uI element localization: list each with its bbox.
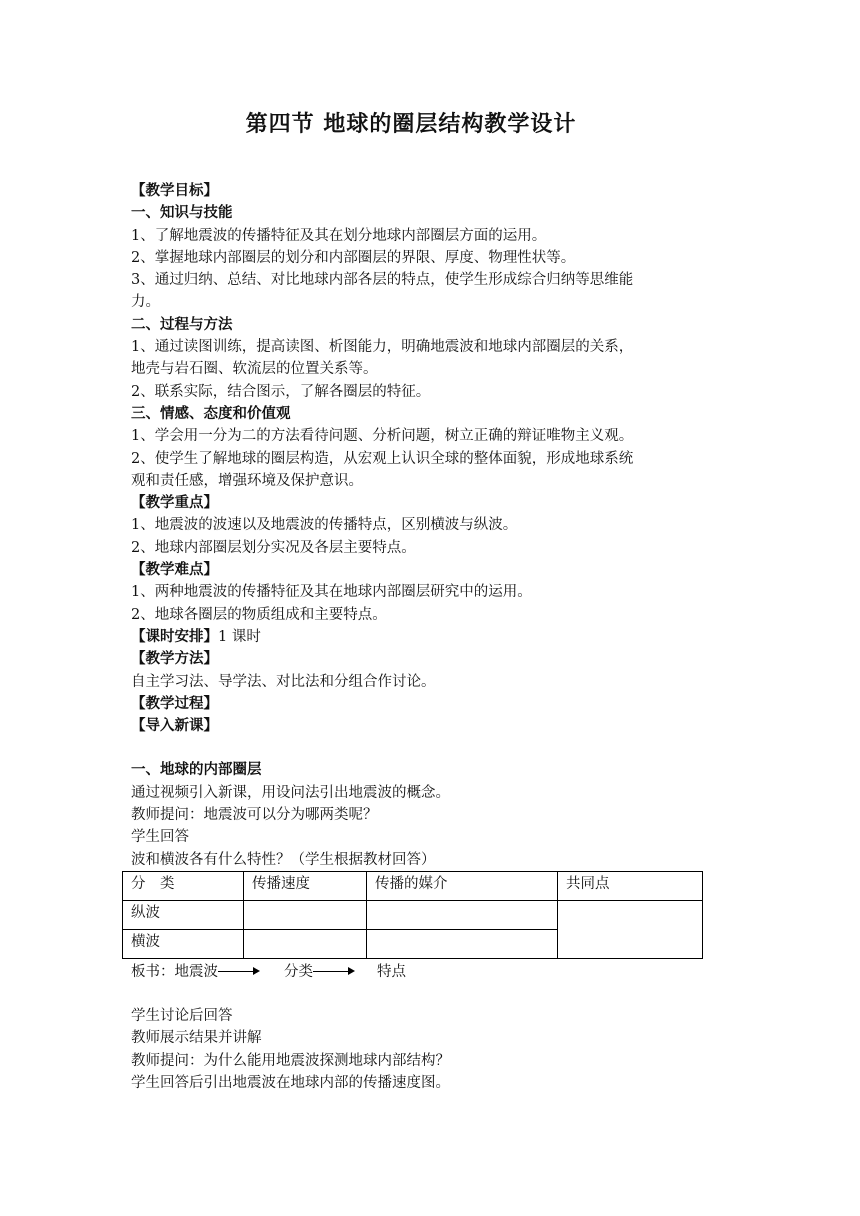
after-line: 学生讨论后回答 (131, 1007, 233, 1024)
arrow-icon (218, 971, 258, 972)
table-row-label: 横波 (123, 929, 244, 958)
table-cell-merged (558, 900, 703, 958)
knowledge-item: 3、通过归纳、总结、对比地球内部各层的特点，使学生形成综合归纳等思维能 (131, 272, 634, 289)
board-mid: 分类 (284, 963, 313, 980)
methods-heading: 【教学方法】 (131, 651, 218, 668)
table-header-cell: 传播速度 (244, 871, 367, 900)
process-item: 2、联系实际，结合图示，了解各圈层的特征。 (131, 383, 431, 400)
seismic-wave-table (122, 871, 703, 959)
difficulty-item: 2、地球各圈层的物质组成和主要特点。 (131, 606, 387, 623)
board-writing (131, 961, 731, 983)
process-section-heading: 【教学过程】 (131, 695, 218, 712)
key-point-item: 1、地震波的波速以及地震波的传播特点，区别横波与纵波。 (131, 517, 518, 534)
schedule-heading: 【课时安排】 (131, 628, 218, 645)
after-line: 教师展示结果并讲解 (131, 1030, 262, 1047)
attitude-heading: 三、情感、态度和价值观 (131, 405, 291, 422)
knowledge-item: 力。 (131, 294, 160, 311)
spacer (131, 983, 731, 1005)
difficulty-item: 1、两种地震波的传播特征及其在地球内部圈层研究中的运用。 (131, 584, 532, 601)
after-line: 学生回答后引出地震波在地球内部的传播速度图。 (131, 1074, 450, 1091)
table-row-label: 纵波 (123, 900, 244, 929)
board-label: 板书：地震波 (131, 963, 218, 980)
document-title: 第四节 地球的圈层结构教学设计 (245, 112, 577, 137)
knowledge-item: 2、掌握地球内部圈层的划分和内部圈层的界限、厚度、物理性状等。 (131, 249, 576, 266)
document-page (131, 110, 731, 1094)
section1-line: 教师提问：地震波可以分为哪两类呢？ (131, 807, 378, 824)
table-cell (244, 900, 367, 929)
knowledge-item: 1、了解地震波的传播特征及其在划分地球内部圈层方面的运用。 (131, 227, 547, 244)
table-header-cell: 共同点 (558, 871, 703, 900)
section1-line: 学生回答 (131, 829, 189, 846)
attitude-item: 观和责任感，增强环境及保护意识。 (131, 472, 363, 489)
difficulties-heading: 【教学难点】 (131, 562, 218, 579)
board-end: 特点 (377, 963, 406, 980)
arrow-icon (313, 971, 353, 972)
table-header-cell: 传播的媒介 (367, 871, 558, 900)
section1-line: 波和横波各有什么特性？（学生根据教材回答） (131, 851, 436, 868)
process-item: 1、通过读图训练，提高读图、析图能力，明确地震波和地球内部圈层的关系， (131, 339, 634, 356)
key-point-item: 2、地球内部圈层划分实况及各层主要特点。 (131, 539, 416, 556)
process-heading: 二、过程与方法 (131, 316, 233, 333)
table-cell (367, 900, 558, 929)
knowledge-heading: 一、知识与技能 (131, 205, 233, 222)
process-item: 地壳与岩石圈、软流层的位置关系等。 (131, 361, 378, 378)
schedule-value: 1 课时 (218, 628, 261, 645)
section1-line: 通过视频引入新课，用设问法引出地震波的概念。 (131, 784, 450, 801)
attitude-item: 1、学会用一分为二的方法看待问题、分析问题，树立正确的辩证唯物主义观。 (131, 428, 634, 445)
spacer (131, 737, 731, 759)
schedule-line (131, 626, 731, 648)
intro-heading: 【导入新课】 (131, 718, 218, 735)
table-cell (244, 929, 367, 958)
table-header-row (123, 871, 703, 900)
key-points-heading: 【教学重点】 (131, 495, 218, 512)
table-row (123, 900, 703, 929)
objectives-heading: 【教学目标】 (131, 183, 218, 199)
after-line: 教师提问：为什么能用地震波探测地球内部结构？ (131, 1052, 450, 1069)
table-cell (367, 929, 558, 958)
methods-value: 自主学习法、导学法、对比法和分组合作讨论。 (131, 673, 436, 690)
table-header-cell: 分 类 (123, 871, 244, 900)
section1-heading: 一、地球的内部圈层 (131, 762, 262, 779)
attitude-item: 2、使学生了解地球的圈层构造，从宏观上认识全球的整体面貌，形成地球系统 (131, 450, 634, 467)
